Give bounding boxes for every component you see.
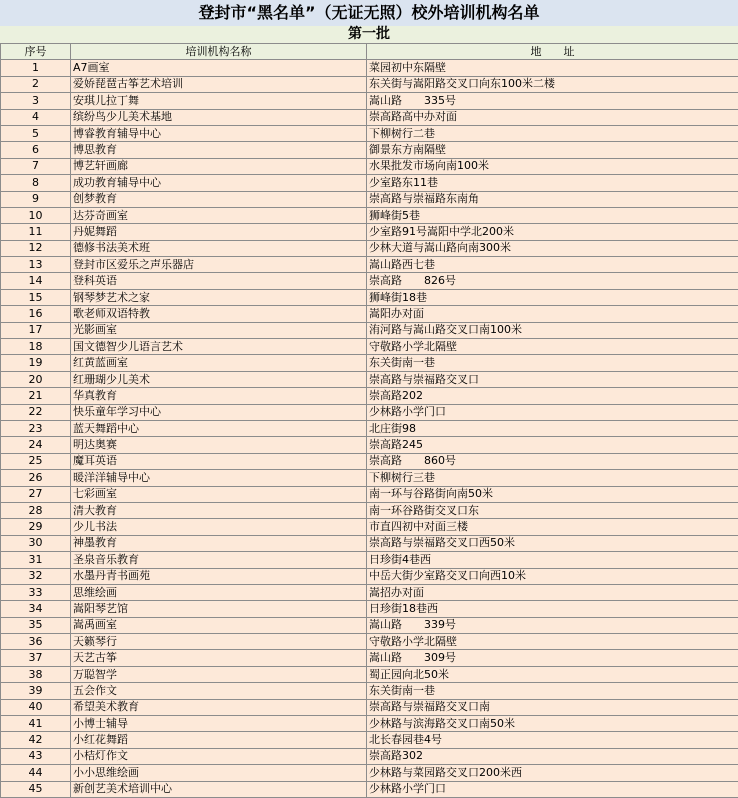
row-serial: 4 <box>1 109 71 125</box>
row-address: 狮峰街18巷 <box>367 289 738 305</box>
row-serial: 14 <box>1 273 71 289</box>
table-row <box>1 125 738 141</box>
row-serial: 25 <box>1 453 71 469</box>
row-address: 菜园初中东隔壁 <box>367 60 738 76</box>
row-institution-name: 成功教育辅导中心 <box>71 175 367 191</box>
row-address: 市直四初中对面三楼 <box>367 519 738 535</box>
table-row <box>1 617 738 633</box>
row-institution-name: 红珊瑚少儿美术 <box>71 371 367 387</box>
row-address: 崇高路与崇福路东南角 <box>367 191 738 207</box>
row-serial: 20 <box>1 371 71 387</box>
row-serial: 42 <box>1 732 71 748</box>
row-institution-name: A7画室 <box>71 60 367 76</box>
row-address: 嵩山路西七巷 <box>367 257 738 273</box>
table-row <box>1 634 738 650</box>
row-serial: 38 <box>1 666 71 682</box>
table-row <box>1 765 738 781</box>
row-institution-name: 博睿教育辅导中心 <box>71 125 367 141</box>
row-address: 南一环与谷路街向南50米 <box>367 486 738 502</box>
row-address: 嵩山路 309号 <box>367 650 738 666</box>
row-address: 蜀正园向北50米 <box>367 666 738 682</box>
header-name: 培训机构名称 <box>71 44 367 60</box>
row-address: 嵩山路 339号 <box>367 617 738 633</box>
row-institution-name: 天艺古筝 <box>71 650 367 666</box>
table-row <box>1 502 738 518</box>
table-row <box>1 601 738 617</box>
row-institution-name: 五会作文 <box>71 683 367 699</box>
row-address: 守敬路小学北隔壁 <box>367 634 738 650</box>
row-serial: 34 <box>1 601 71 617</box>
row-address: 北庄街98 <box>367 420 738 436</box>
row-address: 少林路小学门口 <box>367 404 738 420</box>
table-row <box>1 716 738 732</box>
row-serial: 33 <box>1 584 71 600</box>
row-institution-name: 七彩画室 <box>71 486 367 502</box>
table-row <box>1 519 738 535</box>
row-serial: 26 <box>1 470 71 486</box>
row-serial: 37 <box>1 650 71 666</box>
table-row <box>1 175 738 191</box>
row-address: 日珍街18巷西 <box>367 601 738 617</box>
table-row <box>1 339 738 355</box>
row-institution-name: 魔耳英语 <box>71 453 367 469</box>
row-address: 狮峰街5巷 <box>367 207 738 223</box>
row-institution-name: 歌老师双语特教 <box>71 306 367 322</box>
row-institution-name: 嵩阳琴艺馆 <box>71 601 367 617</box>
row-institution-name: 希望美术教育 <box>71 699 367 715</box>
row-address: 嵩阳办对面 <box>367 306 738 322</box>
row-serial: 19 <box>1 355 71 371</box>
row-institution-name: 爱娇琵琶古筝艺术培训 <box>71 76 367 92</box>
row-institution-name: 新创艺美术培训中心 <box>71 781 367 797</box>
table-row <box>1 748 738 764</box>
row-institution-name: 神墨教育 <box>71 535 367 551</box>
row-address: 嵩山路 335号 <box>367 93 738 109</box>
row-address: 崇高路与崇福路交叉口 <box>367 371 738 387</box>
table-row <box>1 240 738 256</box>
row-serial: 23 <box>1 420 71 436</box>
row-address: 少室路东11巷 <box>367 175 738 191</box>
row-serial: 3 <box>1 93 71 109</box>
row-serial: 12 <box>1 240 71 256</box>
row-address: 南一环谷路街交叉口东 <box>367 502 738 518</box>
row-serial: 21 <box>1 388 71 404</box>
table-row <box>1 355 738 371</box>
row-institution-name: 国文德智少儿语言艺术 <box>71 339 367 355</box>
row-serial: 30 <box>1 535 71 551</box>
row-institution-name: 明达奥赛 <box>71 437 367 453</box>
table-row <box>1 470 738 486</box>
row-institution-name: 快乐童年学习中心 <box>71 404 367 420</box>
row-serial: 17 <box>1 322 71 338</box>
table-row <box>1 60 738 76</box>
row-serial: 36 <box>1 634 71 650</box>
row-institution-name: 万聪智学 <box>71 666 367 682</box>
table-row <box>1 453 738 469</box>
table-row <box>1 781 738 797</box>
row-serial: 11 <box>1 224 71 240</box>
table-row <box>1 388 738 404</box>
row-serial: 2 <box>1 76 71 92</box>
row-address: 少林路与滨海路交叉口南50米 <box>367 716 738 732</box>
table-row <box>1 273 738 289</box>
row-address: 少室路91号嵩阳中学北200米 <box>367 224 738 240</box>
row-institution-name: 博艺轩画廊 <box>71 158 367 174</box>
row-address: 嵩招办对面 <box>367 584 738 600</box>
row-serial: 27 <box>1 486 71 502</box>
row-institution-name: 安琪儿拉丁舞 <box>71 93 367 109</box>
row-address: 崇高路 860号 <box>367 453 738 469</box>
row-serial: 15 <box>1 289 71 305</box>
table-row <box>1 207 738 223</box>
table-row <box>1 109 738 125</box>
table-row <box>1 535 738 551</box>
row-address: 崇高路与崇福路交叉口西50米 <box>367 535 738 551</box>
table-row <box>1 650 738 666</box>
row-institution-name: 小桔灯作文 <box>71 748 367 764</box>
table-row <box>1 257 738 273</box>
row-address: 少林大道与嵩山路向南300米 <box>367 240 738 256</box>
row-address: 洧河路与嵩山路交叉口南100米 <box>367 322 738 338</box>
row-serial: 35 <box>1 617 71 633</box>
row-institution-name: 缤纷鸟少儿美术基地 <box>71 109 367 125</box>
table-row <box>1 158 738 174</box>
row-address: 御景东方南隔壁 <box>367 142 738 158</box>
row-address: 东关街南一巷 <box>367 355 738 371</box>
row-serial: 39 <box>1 683 71 699</box>
row-institution-name: 蓝天舞蹈中心 <box>71 420 367 436</box>
row-address: 下柳树行三巷 <box>367 470 738 486</box>
row-institution-name: 登封市区爱乐之声乐器店 <box>71 257 367 273</box>
table-row <box>1 371 738 387</box>
row-institution-name: 华真教育 <box>71 388 367 404</box>
row-institution-name: 天籁琴行 <box>71 634 367 650</box>
row-serial: 43 <box>1 748 71 764</box>
row-address: 少林路与菜园路交叉口200米西 <box>367 765 738 781</box>
row-institution-name: 达芬奇画室 <box>71 207 367 223</box>
row-serial: 31 <box>1 552 71 568</box>
row-address: 北长春园巷4号 <box>367 732 738 748</box>
row-institution-name: 嵩禹画室 <box>71 617 367 633</box>
row-address: 崇高路245 <box>367 437 738 453</box>
row-serial: 5 <box>1 125 71 141</box>
table-row <box>1 191 738 207</box>
row-address: 少林路小学门口 <box>367 781 738 797</box>
row-institution-name: 清大教育 <box>71 502 367 518</box>
row-institution-name: 小小思维绘画 <box>71 765 367 781</box>
row-serial: 10 <box>1 207 71 223</box>
table-row <box>1 437 738 453</box>
header-serial: 序号 <box>1 44 71 60</box>
row-address: 崇高路202 <box>367 388 738 404</box>
row-address: 东关街与嵩阳路交叉口向东100米二楼 <box>367 76 738 92</box>
table-row <box>1 224 738 240</box>
row-address: 崇高路高中办对面 <box>367 109 738 125</box>
table-row <box>1 306 738 322</box>
row-institution-name: 小红花舞蹈 <box>71 732 367 748</box>
row-address: 东关街南一巷 <box>367 683 738 699</box>
row-serial: 18 <box>1 339 71 355</box>
row-serial: 32 <box>1 568 71 584</box>
row-address: 崇高路与崇福路交叉口南 <box>367 699 738 715</box>
table-row <box>1 404 738 420</box>
row-institution-name: 暖洋洋辅导中心 <box>71 470 367 486</box>
header-address: 地 址 <box>367 44 738 60</box>
row-serial: 7 <box>1 158 71 174</box>
row-institution-name: 德修书法美术班 <box>71 240 367 256</box>
table-row <box>1 683 738 699</box>
row-serial: 24 <box>1 437 71 453</box>
row-institution-name: 钢琴梦艺术之家 <box>71 289 367 305</box>
row-address: 下柳树行二巷 <box>367 125 738 141</box>
institution-table <box>0 43 738 798</box>
row-serial: 1 <box>1 60 71 76</box>
table-row <box>1 486 738 502</box>
row-serial: 16 <box>1 306 71 322</box>
table-row <box>1 93 738 109</box>
row-institution-name: 博思教育 <box>71 142 367 158</box>
row-institution-name: 红黄蓝画室 <box>71 355 367 371</box>
row-serial: 8 <box>1 175 71 191</box>
row-address: 崇高路302 <box>367 748 738 764</box>
table-row <box>1 142 738 158</box>
table-row <box>1 420 738 436</box>
row-serial: 41 <box>1 716 71 732</box>
table-row <box>1 76 738 92</box>
table-row <box>1 289 738 305</box>
row-serial: 44 <box>1 765 71 781</box>
row-address: 日珍街4巷西 <box>367 552 738 568</box>
table-row <box>1 666 738 682</box>
row-serial: 22 <box>1 404 71 420</box>
table-row <box>1 732 738 748</box>
header-row <box>1 44 738 60</box>
table-row <box>1 322 738 338</box>
row-institution-name: 思维绘画 <box>71 584 367 600</box>
row-serial: 29 <box>1 519 71 535</box>
row-address: 守敬路小学北隔壁 <box>367 339 738 355</box>
row-institution-name: 小博士辅导 <box>71 716 367 732</box>
row-institution-name: 少儿书法 <box>71 519 367 535</box>
sheet-title: 登封市“黑名单”（无证无照）校外培训机构名单 <box>0 0 738 27</box>
table-row <box>1 552 738 568</box>
table-row <box>1 568 738 584</box>
row-serial: 9 <box>1 191 71 207</box>
row-serial: 45 <box>1 781 71 797</box>
row-serial: 40 <box>1 699 71 715</box>
table-row <box>1 699 738 715</box>
row-institution-name: 圣泉音乐教育 <box>71 552 367 568</box>
table-row <box>1 584 738 600</box>
row-serial: 28 <box>1 502 71 518</box>
batch-heading: 第一批 <box>0 26 738 44</box>
row-institution-name: 创梦教育 <box>71 191 367 207</box>
row-serial: 6 <box>1 142 71 158</box>
row-institution-name: 登科英语 <box>71 273 367 289</box>
row-institution-name: 水墨丹青书画苑 <box>71 568 367 584</box>
row-institution-name: 光影画室 <box>71 322 367 338</box>
row-address: 中岳大街少室路交叉口向西10米 <box>367 568 738 584</box>
row-serial: 13 <box>1 257 71 273</box>
row-address: 崇高路 826号 <box>367 273 738 289</box>
row-address: 水果批发市场向南100米 <box>367 158 738 174</box>
row-institution-name: 丹妮舞蹈 <box>71 224 367 240</box>
